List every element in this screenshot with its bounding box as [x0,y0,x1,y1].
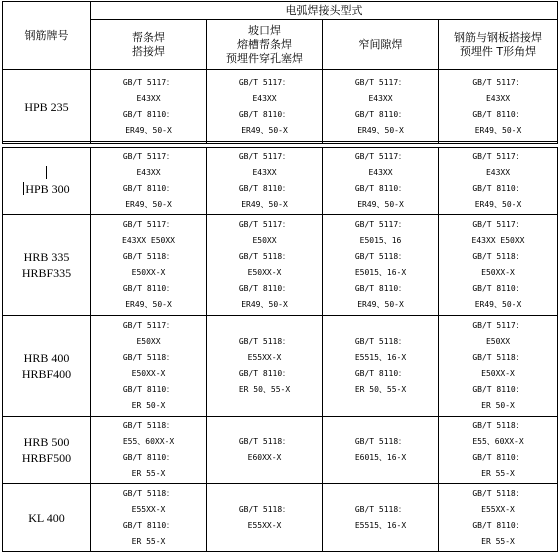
electrode-spec-line: GB/T 8110： [354,109,407,119]
table-row [3,316,558,417]
rebar-grade-label: HRBF335 [21,266,72,280]
table-row [3,417,558,484]
electrode-spec-line: GB/T 5118： [354,337,407,346]
electrode-spec-line: ER49、50-X [474,300,522,309]
electrode-spec-line: GB/T 8110： [122,453,175,462]
electrode-spec-line: GB/T 5118： [122,353,175,362]
electrode-spec-line: GB/T 5117： [122,77,175,87]
electrode-spec-line: GB/T 8110： [122,109,175,119]
electrode-spec-line: E5015、16 [359,236,402,245]
welding-table-top [2,1,558,144]
electrode-spec-line: GB/T 5118： [354,437,407,446]
electrode-spec-line: E5515、16-X [354,353,407,362]
electrode-spec-line: E50XX-X [481,268,515,277]
electrode-spec-cell [207,417,323,484]
electrode-spec-line: E5515、16-X [354,520,407,530]
electrode-spec-line: ER49、50-X [474,125,522,135]
electrode-spec-line: ER49、50-X [241,300,288,309]
electrode-spec-line: GB/T 8110： [472,284,524,293]
electrode-spec-line: GB/T 5117： [472,220,524,229]
rebar-grade-label: HPB 300 [25,182,70,196]
electrode-spec-cell [91,215,207,316]
electrode-spec-cell [91,70,207,144]
rebar-grade-cell [3,70,91,144]
rebar-grade-cell [3,417,91,484]
electrode-spec-cell [91,484,207,552]
electrode-spec-cell [439,484,558,552]
electrode-spec-line: E43XX E50XX [471,236,525,245]
electrode-spec-line: ER 50-X [481,401,515,410]
electrode-spec-line: E55XX-X [247,353,282,362]
electrode-spec-line: GB/T 8110： [354,369,407,378]
electrode-spec-line: ER 50、55-X [354,385,407,394]
divider-line [2,141,557,142]
electrode-spec-cell [323,70,439,144]
electrode-spec-line: E43XX [485,93,511,103]
electrode-spec-line: GB/T 5117： [472,321,524,330]
electrode-spec-cell [207,148,323,215]
electrode-spec-line: GB/T 5118： [472,488,524,498]
electrode-spec-line: GB/T 5117： [238,220,291,229]
electrode-spec-line: E60XX-X [247,453,282,462]
electrode-spec-line: ER49、50-X [357,125,404,135]
rebar-grade-cell [3,215,91,316]
electrode-spec-line: GB/T 5118： [238,504,291,514]
electrode-spec-cell [207,70,323,144]
electrode-spec-line: ER49、50-X [474,200,522,209]
electrode-spec-line: E43XX E50XX [122,236,175,245]
electrode-spec-line: ER49、50-X [241,200,288,209]
electrode-spec-line: E50XX-X [247,268,282,277]
electrode-spec-line: GB/T 5118： [354,504,407,514]
electrode-spec-line: ER 55-X [131,469,166,478]
electrode-spec-line: GB/T 5118： [238,252,291,261]
electrode-spec-line: E43XX [368,93,393,103]
rebar-grade-cell [3,316,91,417]
electrode-spec-line: GB/T 5117： [354,152,407,161]
electrode-spec-cell [323,484,439,552]
rebar-grade-label: HPB 235 [24,99,69,114]
rebar-grade-label: KL 400 [28,510,65,525]
electrode-spec-line: ER49、50-X [357,200,404,209]
rebar-grade-label: HRB 500 [23,435,70,449]
electrode-spec-cell [207,316,323,417]
electrode-spec-line: ER49、50-X [241,125,288,135]
electrode-spec-line: ER49、50-X [357,300,404,309]
electrode-spec-line: GB/T 5117： [354,77,407,87]
electrode-spec-cell [323,316,439,417]
electrode-spec-line: E5015、16-X [354,268,407,277]
rebar-grade-label: HRB 335 [23,250,70,264]
electrode-spec-line: ER 55-X [481,469,515,478]
electrode-spec-cell [439,215,558,316]
electrode-spec-cell [91,316,207,417]
electrode-spec-line: GB/T 8110： [472,109,524,119]
text-cursor [46,166,47,179]
electrode-spec-line: GB/T 5117： [122,152,175,161]
electrode-spec-line: GB/T 5118： [472,252,524,261]
electrode-spec-cell [207,484,323,552]
electrode-spec-line: ER49、50-X [125,300,172,309]
electrode-spec-cell [439,70,558,144]
electrode-spec-line: GB/T 8110： [238,369,291,378]
electrode-spec-line: E55XX-X [131,504,166,514]
electrode-spec-line: GB/T 8110： [472,385,524,394]
header-rebar-grade: 钢筋牌号 [3,2,91,70]
electrode-spec-line: GB/T 5117： [354,220,407,229]
header-col-3: 窄间隙焊 [323,20,439,70]
electrode-spec-line: E43XX [252,93,277,103]
electrode-spec-cell [439,417,558,484]
electrode-spec-line: GB/T 5118： [238,337,291,346]
table-row [3,484,558,552]
text-cursor [23,182,24,195]
electrode-spec-line: E50XX [252,236,277,245]
electrode-spec-cell [323,215,439,316]
electrode-spec-line: E50XX [485,337,511,346]
electrode-spec-line: E43XX [485,168,511,177]
electrode-spec-line: GB/T 5118： [122,252,175,261]
electrode-spec-line: E55XX-X [481,504,515,514]
electrode-spec-cell [91,417,207,484]
electrode-spec-cell [323,148,439,215]
rebar-grade-label: HRBF500 [21,451,72,465]
header-col-4: 钢筋与钢板搭接焊 预埋件 T形角焊 [439,20,558,70]
electrode-spec-line: GB/T 8110： [122,520,175,530]
electrode-spec-line: ER 55-X [481,536,515,546]
electrode-spec-line: GB/T 8110： [354,184,407,193]
electrode-spec-cell [91,148,207,215]
electrode-spec-line: E43XX [136,93,161,103]
electrode-spec-line: E43XX [136,168,161,177]
electrode-spec-line: GB/T 5118： [238,437,291,446]
table-row [3,215,558,316]
electrode-spec-line: GB/T 5118： [122,488,175,498]
rebar-grade-cell [3,148,91,215]
electrode-spec-line: E55、60XX-X [472,437,524,446]
electrode-spec-cell [207,215,323,316]
electrode-spec-line: GB/T 8110： [238,109,291,119]
electrode-spec-line: ER49、50-X [125,125,172,135]
electrode-spec-line: E50XX-X [481,369,515,378]
electrode-spec-cell [323,417,439,484]
electrode-spec-line: GB/T 8110： [354,284,407,293]
table-row [3,70,558,144]
electrode-spec-line: ER 50、55-X [238,385,291,394]
electrode-spec-line: E55XX-X [247,520,282,530]
welding-table-bottom [2,147,558,552]
electrode-spec-line: GB/T 5118： [472,353,524,362]
electrode-spec-line: E50XX [136,337,161,346]
electrode-spec-line: GB/T 5117： [122,321,175,330]
electrode-spec-line: GB/T 8110： [472,184,524,193]
electrode-spec-line: ER 50-X [131,401,166,410]
electrode-spec-line: ER49、50-X [125,200,172,209]
table-row [3,148,558,215]
electrode-spec-line: GB/T 8110： [472,453,524,462]
electrode-spec-line: GB/T 8110： [238,284,291,293]
electrode-spec-line: GB/T 5117： [472,152,524,161]
header-col-1: 帮条焊 搭接焊 [91,20,207,70]
electrode-spec-line: GB/T 5117： [122,220,175,229]
electrode-spec-line: GB/T 8110： [122,184,175,193]
electrode-spec-line: E50XX-X [131,369,166,378]
electrode-spec-line: GB/T 8110： [238,184,291,193]
electrode-spec-line: E43XX [368,168,393,177]
electrode-spec-line: GB/T 5118： [472,421,524,430]
electrode-spec-line: GB/T 8110： [122,284,175,293]
electrode-spec-line: GB/T 8110： [122,385,175,394]
electrode-spec-line: E6015、16-X [354,453,407,462]
electrode-spec-line: E55、60XX-X [122,437,175,446]
electrode-spec-line: GB/T 8110： [472,520,524,530]
electrode-spec-line: E43XX [252,168,277,177]
rebar-grade-cell [3,484,91,552]
electrode-spec-line: E50XX-X [131,268,166,277]
header-welding-type-group: 电弧焊接头型式 [91,2,558,20]
electrode-spec-line: ER 55-X [131,536,166,546]
rebar-grade-label: HRB 400 [23,351,70,365]
rebar-grade-label: HRBF400 [21,367,72,381]
electrode-spec-line: GB/T 5117： [238,152,291,161]
electrode-spec-line: GB/T 5117： [238,77,291,87]
header-col-2: 坡口焊 熔槽帮条焊 预埋件穿孔塞焊 [207,20,323,70]
electrode-spec-cell [439,148,558,215]
electrode-spec-line: GB/T 5118： [354,252,407,261]
electrode-spec-cell [439,316,558,417]
electrode-spec-line: GB/T 5118： [122,421,175,430]
electrode-spec-line: GB/T 5117： [472,77,524,87]
